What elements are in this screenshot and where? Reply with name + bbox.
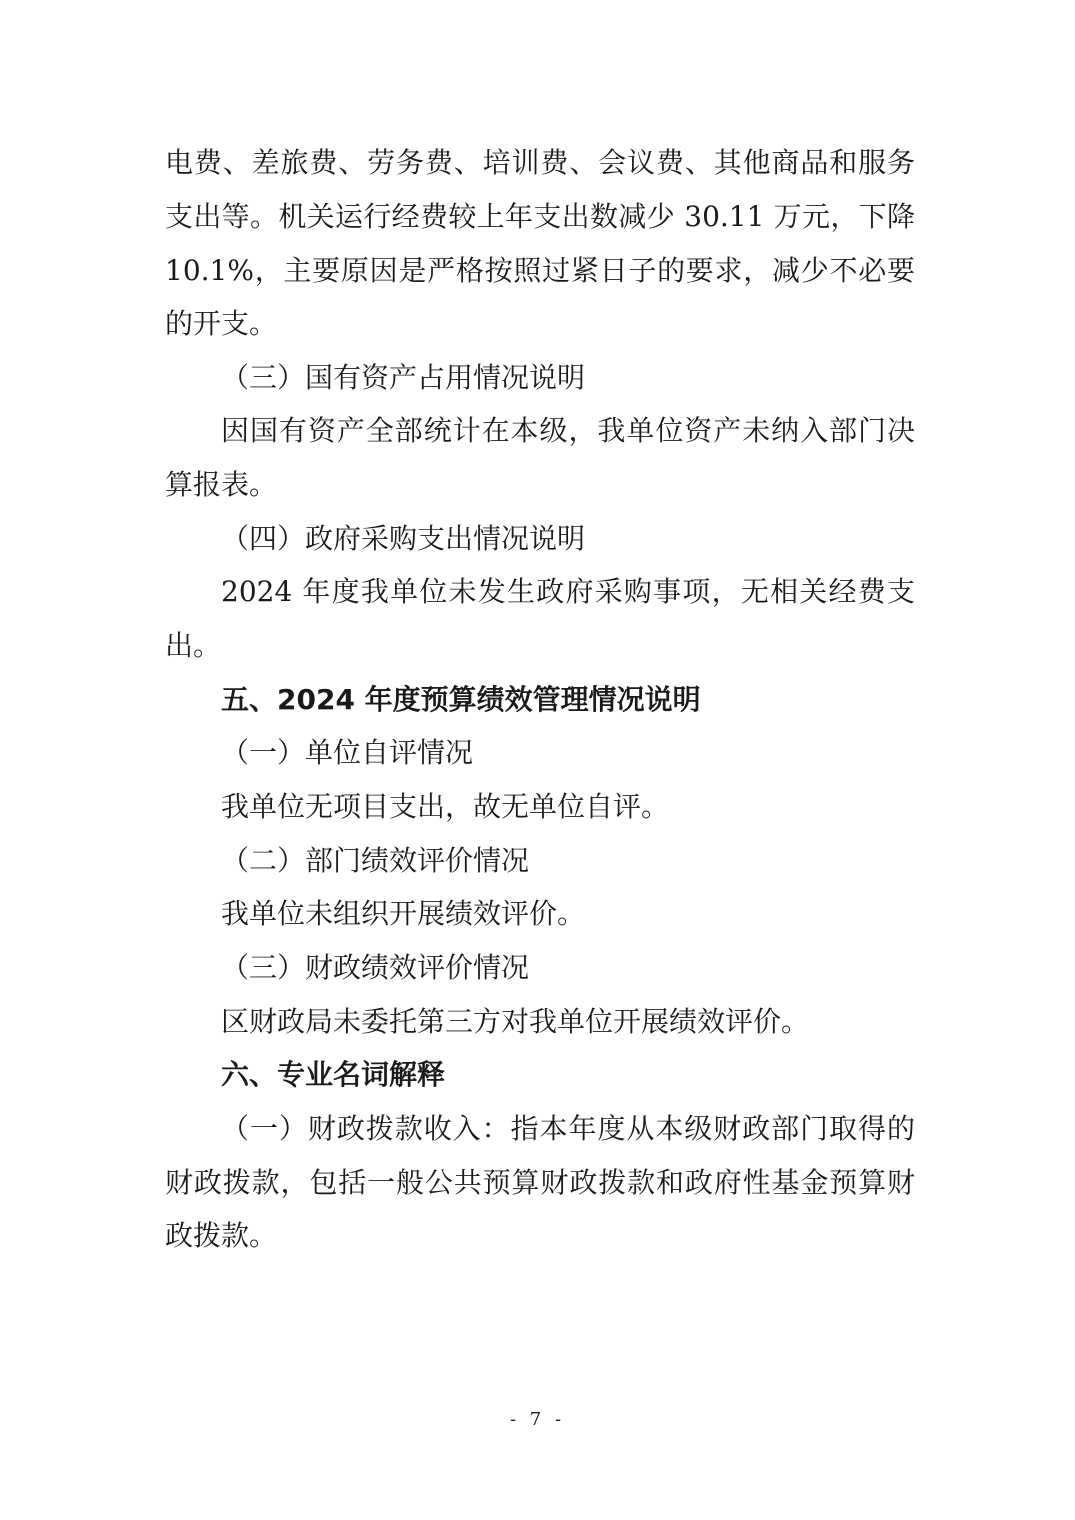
- page-number: - 7 -: [509, 1409, 566, 1430]
- subsection-heading: （三）财政绩效评价情况: [221, 951, 530, 984]
- paragraph-line: 的开支。: [165, 307, 278, 340]
- paragraph-line: 出。: [165, 629, 222, 662]
- paragraph-line: 10.1%，主要原因是严格按照过紧日子的要求，减少不必要: [165, 254, 915, 287]
- section-heading: 五、2024 年度预算绩效管理情况说明: [221, 683, 701, 716]
- paragraph-line: 支出等。机关运行经费较上年支出数减少 30.11 万元，下降: [165, 200, 915, 233]
- subsection-heading: （二）部门绩效评价情况: [221, 844, 530, 877]
- paragraph-line: 政拨款。: [165, 1219, 278, 1252]
- section-heading: 六、专业名词解释: [221, 1058, 446, 1091]
- paragraph-line: 区财政局未委托第三方对我单位开展绩效评价。: [221, 1005, 810, 1038]
- paragraph-line: 2024 年度我单位未发生政府采购事项，无相关经费支: [221, 575, 915, 608]
- paragraph-line: （一）财政拨款收入：指本年度从本级财政部门取得的: [221, 1112, 915, 1145]
- paragraph-line: 电费、差旅费、劳务费、培训费、会议费、其他商品和服务: [165, 146, 915, 179]
- paragraph-line: 我单位无项目支出，故无单位自评。: [221, 790, 670, 823]
- paragraph-line: 因国有资产全部统计在本级，我单位资产未纳入部门决: [221, 414, 915, 447]
- paragraph-line: 算报表。: [165, 468, 278, 501]
- subsection-heading: （四）政府采购支出情况说明: [221, 522, 586, 555]
- paragraph-line: 财政拨款，包括一般公共预算财政拨款和政府性基金预算财: [165, 1166, 915, 1199]
- paragraph-line: 我单位未组织开展绩效评价。: [221, 897, 586, 930]
- subsection-heading: （一）单位自评情况: [221, 736, 474, 769]
- subsection-heading: （三）国有资产占用情况说明: [221, 361, 586, 394]
